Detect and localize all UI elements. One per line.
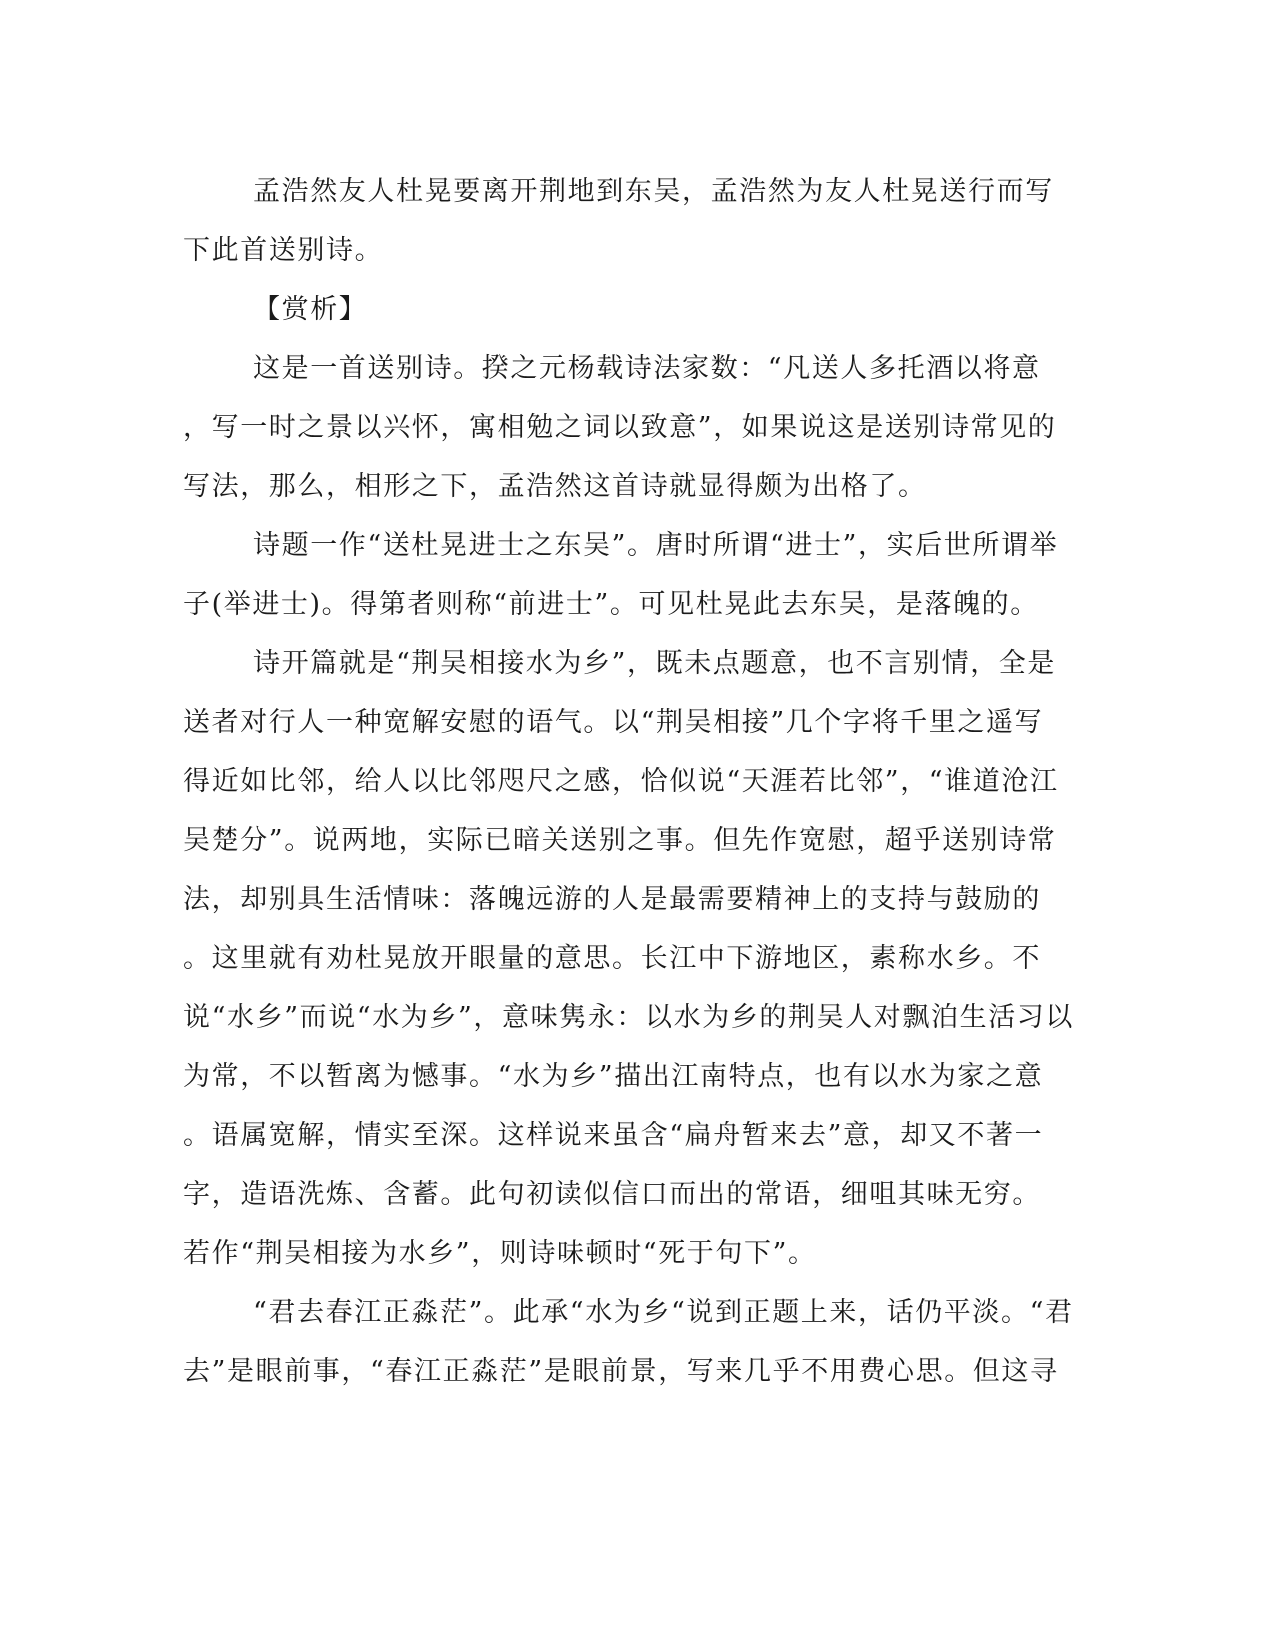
text-line: 若作“荆吴相接为水乡”，则诗味顿时“死于句下”。 [183,1238,817,1269]
text-line: 。语属宽解，情实至深。这样说来虽含“扁舟暂来去”意，却又不著一 [183,1120,1044,1151]
section-heading: 【赏析】 [253,294,368,325]
text-line: 下此首送别诗。 [183,235,384,266]
text-line: ，写一时之景以兴怀，寓相勉之词以致意”，如果说这是送别诗常见的 [183,412,1057,443]
text-line: 为常，不以暂离为憾事。“水为乡”描出江南特点，也有以水为家之意 [183,1061,1044,1092]
text-line: 诗题一作“送杜晃进士之东吴”。唐时所谓“进士”，实后世所谓举 [253,530,1059,561]
text-line: 送者对行人一种宽解安慰的语气。以“荆吴相接”几个字将千里之遥写 [183,707,1044,738]
text-line: 子(举进士)。得第者则称“前进士”。可见杜晃此去东吴，是落魄的。 [183,589,1039,620]
text-line: 说“水乡”而说“水为乡”，意味隽永：以水为乡的荆吴人对飘泊生活习以 [183,1002,1075,1033]
text-line: 这是一首送别诗。揆之元杨载诗法家数：“凡送人多托酒以将意 [253,353,1041,384]
text-line: 法，却别具生活情味：落魄远游的人是最需要精神上的支持与鼓励的 [183,884,1041,915]
text-line: 去”是眼前事，“春江正淼茫”是眼前景，写来几乎不用费心思。但这寻 [183,1356,1059,1387]
text-line: 。这里就有劝杜晃放开眼量的意思。长江中下游地区，素称水乡。不 [183,943,1041,974]
text-line: 诗开篇就是“荆吴相接水为乡”，既未点题意，也不言别情，全是 [253,648,1057,679]
text-line: “君去春江正淼茫”。此承“水为乡“说到正题上来，话仍平淡。“君 [253,1297,1074,1328]
text-line: 孟浩然友人杜晃要离开荆地到东吴，孟浩然为友人杜晃送行而写 [253,176,1054,207]
text-line: 写法，那么，相形之下，孟浩然这首诗就显得颇为出格了。 [183,471,927,502]
text-line: 吴楚分”。说两地，实际已暗关送别之事。但先作宽慰，超乎送别诗常 [183,825,1057,856]
text-line: 字，造语洗炼、含蓄。此句初读似信口而出的常语，细咀其味无穷。 [183,1179,1041,1210]
document-body [183,162,1083,1401]
text-line: 得近如比邻，给人以比邻咫尺之感，恰似说“天涯若比邻”，“谁道沧江 [183,766,1059,797]
